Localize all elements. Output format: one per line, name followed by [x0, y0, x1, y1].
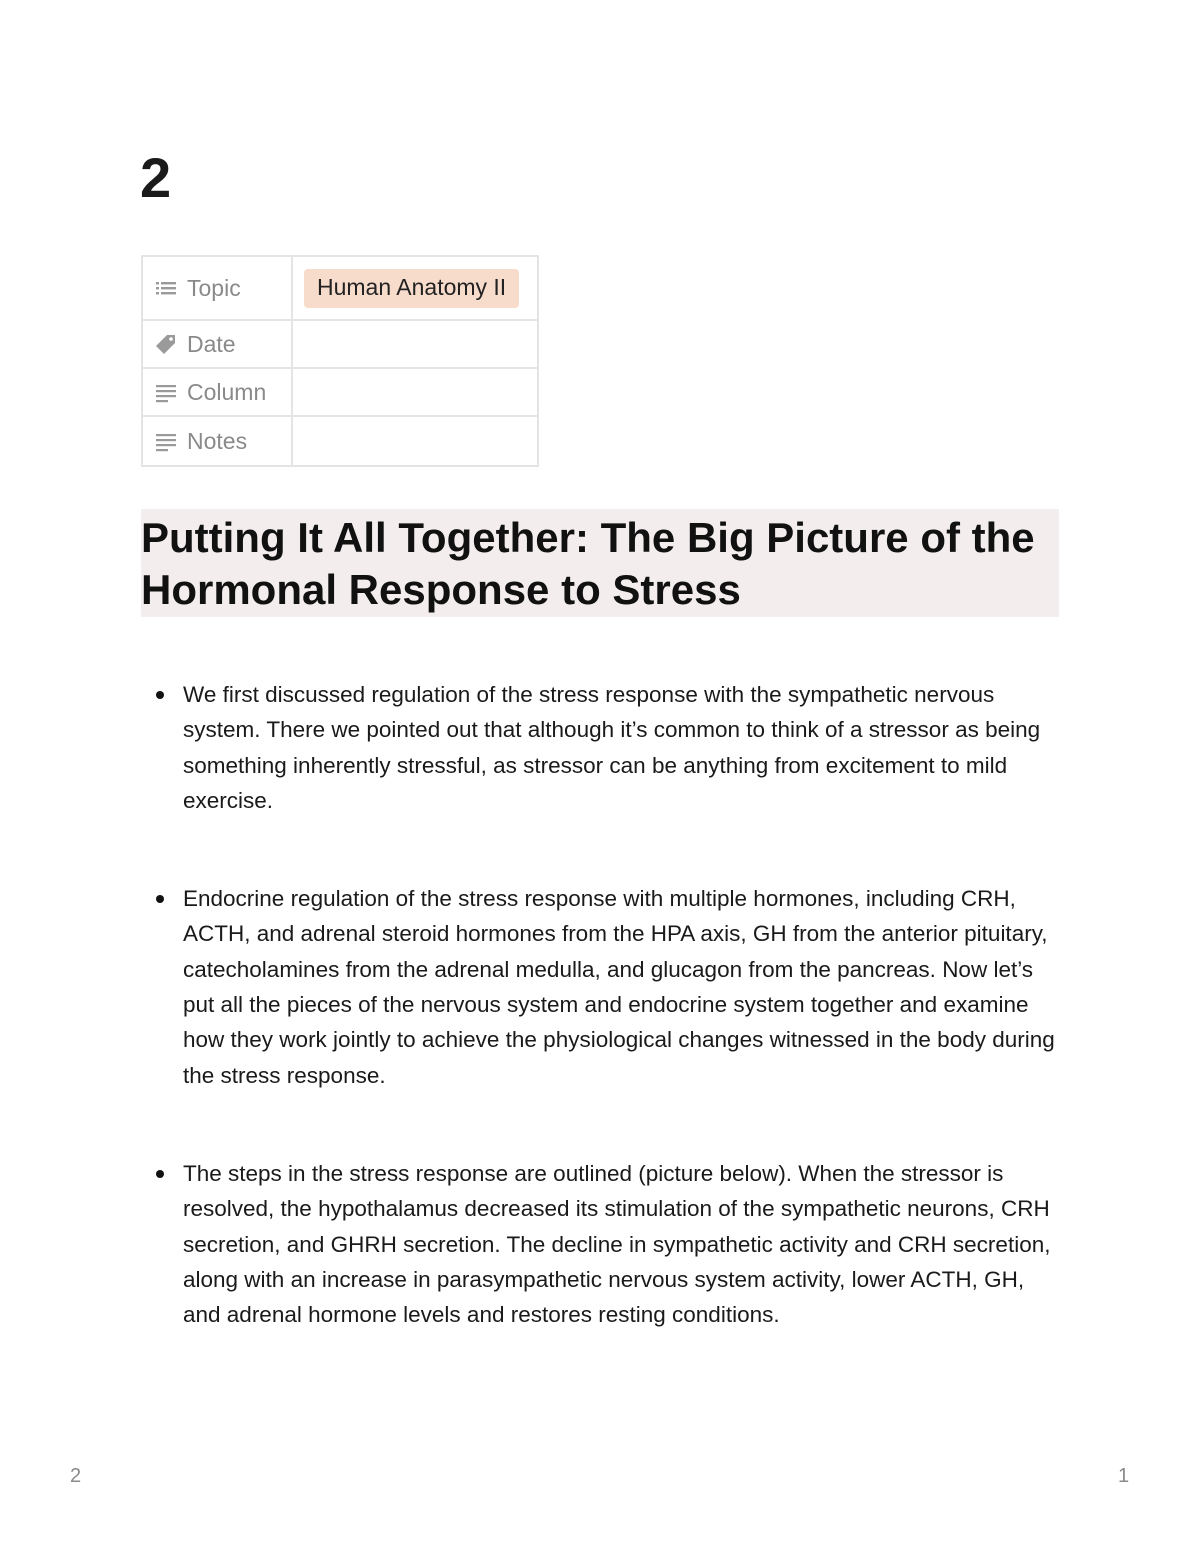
property-row-topic [142, 256, 538, 320]
property-row-notes [142, 416, 538, 466]
property-key [142, 320, 292, 368]
list-item-text: Endocrine regulation of the stress response with multiple hormones, including CRH, ACTH, and adrenal steroid hormones from the HPA axis, GH from the anterior pituitary, catecholamines from the adrenal medulla, and glucagon from the pancreas. Now let’s put all the pieces of the nervous system and endocrine system together and examine how they work jointly to achieve the physiological changes witnessed in the body during the stress response. [183, 886, 1055, 1088]
property-row-column [142, 368, 538, 416]
text-lines-icon [155, 381, 177, 403]
property-label: Date [187, 330, 236, 357]
bullet-list [141, 677, 1061, 1332]
bullet-icon [156, 691, 164, 699]
property-value[interactable] [292, 416, 538, 466]
property-row-date [142, 320, 538, 368]
topic-tag[interactable]: Human Anatomy II [304, 269, 519, 308]
properties-table [141, 255, 539, 467]
property-value[interactable] [292, 368, 538, 416]
section-heading: Putting It All Together: The Big Picture of the Hormonal Response to Stress [141, 509, 1059, 617]
property-value[interactable] [292, 256, 538, 320]
property-key [142, 256, 292, 320]
list-item-text: We first discussed regulation of the stress response with the sympathetic nervous system. There we pointed out that although it’s common to think of a stressor as being something inherently stressful, as stressor can be anything from excitement to mild exercise. [183, 682, 1041, 813]
property-key [142, 416, 292, 466]
tag-icon [155, 333, 177, 355]
property-label: Topic [187, 274, 241, 301]
bullet-icon [156, 1170, 164, 1178]
property-label: Column [187, 378, 267, 405]
list-icon [155, 277, 177, 299]
text-lines-icon [155, 430, 177, 452]
left-page-number: 2 [70, 1465, 82, 1487]
property-label: Notes [187, 427, 248, 454]
right-page-number: 1 [1118, 1465, 1130, 1487]
list-item-text: The steps in the stress response are outlined (picture below). When the stressor is resolved, the hypothalamus decreased its stimulation of the sympathetic neurons, CRH secretion, and GHRH secretion. The decline in sympathetic activity and CRH secretion, along with an increase in parasympathetic nervous system activity, lower ACTH, GH, and adrenal hormone levels and restores resting conditions. [183, 1160, 1051, 1328]
list-item [141, 677, 1061, 818]
list-item [141, 881, 1061, 1093]
page-title: 2 [140, 146, 172, 209]
property-value[interactable] [292, 320, 538, 368]
bullet-icon [156, 895, 164, 903]
list-item [141, 1156, 1061, 1332]
property-key [142, 368, 292, 416]
